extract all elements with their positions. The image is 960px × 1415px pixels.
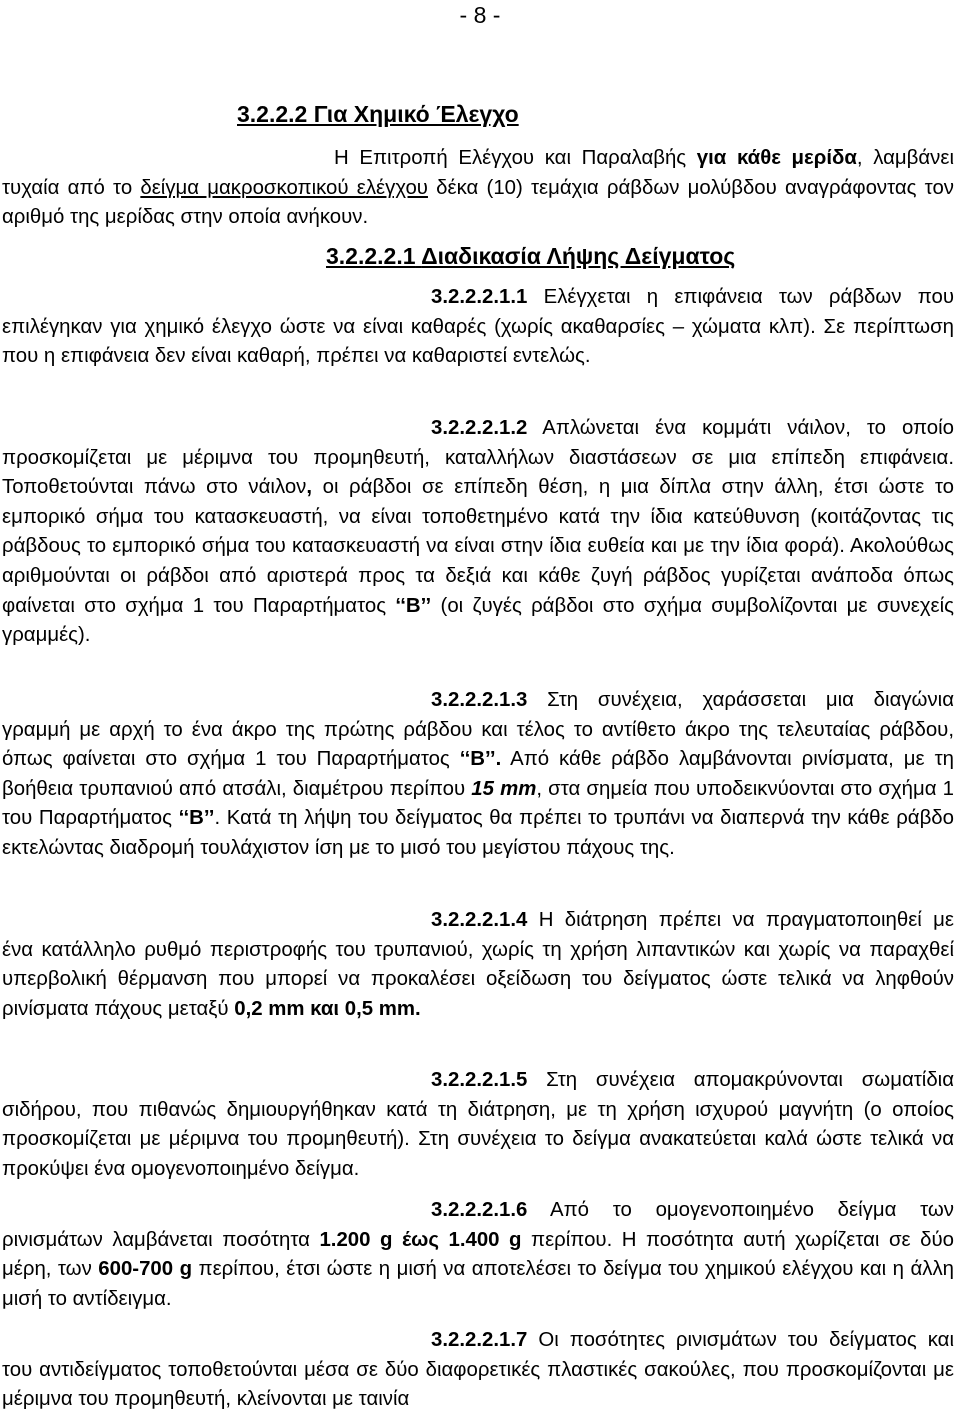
item-text-1: Απλώνεται ένα κομμάτι νάιλον, το οποίο προσκομίζεται με μέριμνα του προμηθευτή, καταλλήλων διαστάσεων σε μια επίπεδη επιφάνεια. Τοποθετούνται πάνω στο νάιλον [2, 417, 954, 499]
annex-reference: ‘‘Β’’. [459, 748, 502, 771]
item-number-last: 5 [516, 1069, 528, 1091]
annex-reference: ‘‘Β’’ [178, 807, 215, 830]
item-text-3: , στα σημεία που υποδεικνύονται στο σχήμα 1 του Παραρτήματος [2, 777, 955, 830]
item-paragraph-2 [2, 414, 954, 651]
intro-paragraph [2, 144, 954, 233]
item-paragraph-3 [2, 686, 954, 864]
item-number: 3.2.2.2.1. [431, 417, 517, 439]
item-number: 3.2.2.2.1. [431, 1069, 517, 1091]
item-text-2: οι ράβδοι σε επίπεδη θέση, η μια δίπλα στην άλλη, έτσι ώστε το εμπορικό σήμα του κατασκευαστή, να είναι τοποθετημένο κατά την ίδια κατεύθυνση (κοιτάζοντας τις ράβδους το εμπορικό σήμα του κατασκευαστή να είναι στην ίδια ευθεία και με την ίδια φορά). Ακολούθως αριθμούνται οι ράβδοι από αριστερά προς τα δεξιά και κάθε ζυγή ράβδος γυρίζεται ανάποδα όπως φαίνεται στο σχήμα 1 του Παραρτήματος [2, 476, 954, 617]
item-number-last: 6 [516, 1199, 528, 1221]
annex-reference: ‘‘Β’’ [395, 594, 432, 617]
item-text-1: Η διάτρηση πρέπει να πραγματοποιηθεί με ένα κατάλληλο ρυθμό περιστροφής του τρυπανιού, χωρίς τη χρήση λιπαντικών και χωρίς να παραχθεί υπερβολική θέρμανση που μπορεί να προκαλέσει οξείδωση του δείγματος ώστε τελικά να ληφθούν ρινίσματα πάχους μεταξύ [2, 909, 954, 1020]
item-text: Ελέγχεται η επιφάνεια των ράβδων που επιλέγηκαν για χημικό έλεγχο ώστε να είναι καθαρές (χωρίς ακαθαρσίες – χώματα κλπ). Σε περίπτωση που η επιφάνεια δεν είναι καθαρή, πρέπει να καθαριστεί εντελώς. [2, 286, 954, 368]
item-text-2: περίπου. Η ποσότητα αυτή χωρίζεται σε δύο μέρη, των [2, 1228, 954, 1281]
item-paragraph-7 [2, 1326, 954, 1415]
item-text: Οι ποσότητες ρινισμάτων του δείγματος και του αντιδείγματος τοποθετούνται μέσα σε δύο διαφορετικές πλαστικές σακούλες, που προσκομίζονται με μέριμνα του προμηθευτή, κλείνονται με ταινία [2, 1329, 954, 1411]
subsection-heading [326, 243, 735, 270]
item-number: 3.2.2.2.1. [431, 1199, 517, 1221]
item-text-2: Από κάθε ράβδο λαμβάνονται ρινίσματα, με τη βοήθεια τρυπανιού από ατσάλι, διαμέτρου περίπου [2, 748, 954, 800]
item-paragraph-6 [2, 1196, 954, 1314]
item-number: 3.2.2.2.1. [431, 286, 517, 308]
item-number-last: 3 [516, 689, 528, 711]
item-number: 3.2.2.2.1. [431, 1329, 517, 1351]
intro-text-1: Η Επιτροπή Ελέγχου και Παραλαβής [334, 147, 697, 169]
item-text-3: (οι ζυγές ράβδοι στο σχήμα συμβολίζονται με συνεχείς γραμμές). [2, 594, 954, 647]
subsection-title: Διαδικασία Λήψης Δείγματος [421, 243, 736, 269]
item-number: 3.2.2.2.1. [431, 909, 517, 931]
subsection-number: 3.2.2.2.1 [326, 243, 416, 269]
item-number-last: 1 [516, 286, 528, 308]
item-text: Στη συνέχεια απομακρύνονται σωματίδια σιδήρου, που πιθανώς δημιουργήθηκαν κατά τη διάτρηση, με τη χρήση ισχυρού μαγνήτη (ο οποίος προσκομίζεται με μέριμνα του προμηθευτή). Στη συνέχεια το δείγμα ανακατεύεται καλά ώστε τελικά να προκύψει ένα ομογενοποιημένο δείγμα. [2, 1069, 954, 1180]
item-paragraph-4 [2, 906, 954, 1024]
part-quantity: 600-700 g [98, 1258, 193, 1281]
item-number-last: 7 [516, 1329, 528, 1351]
item-paragraph-1 [2, 283, 954, 372]
item-number-last: 4 [516, 909, 528, 931]
item-text-3: περίπου, έτσι ώστε η μισή να αποτελέσει το δείγμα του χημικού ελέγχου και η άλλη μισή το αντίδειγμα. [2, 1258, 954, 1310]
item-bold-comma: , [306, 476, 313, 499]
item-text-4: . Κατά τη λήψη του δείγματος θα πρέπει το τρυπάνι να διαπερνά την κάθε ράβδο εκτελώντας διαδρομή τουλάχιστον ίση με το μισό του μεγίστου πάχους της. [2, 807, 955, 859]
sample-quantity: 1.200 g έως 1.400 g [319, 1228, 522, 1251]
item-text-1: Από το ομογενοποιημένο δείγμα των ρινισμάτων λαμβάνεται ποσότητα [2, 1199, 954, 1251]
intro-bold-lot: για κάθε μερίδα [696, 147, 857, 169]
thickness-range: 0,2 mm και 0,5 mm. [234, 997, 421, 1020]
item-text-1: Στη συνέχεια, χαράσσεται μια διαγώνια γραμμή με αρχή το ένα άκρο της πρώτης ράβδου και τέλος το αντίθετο άκρο της τελευταίας ράβδου, όπως φαίνεται στο σχήμα 1 του Παραρτήματος [2, 689, 954, 771]
item-paragraph-5 [2, 1066, 954, 1184]
drill-diameter: 15 mm [471, 777, 537, 800]
item-number-last: 2 [516, 417, 528, 439]
intro-text-3: δέκα (10) τεμάχια ράβδων μολύβδου αναγράφοντας τον αριθμό της μερίδας στην οποία ανήκουν. [2, 176, 954, 229]
page-number: - 8 - [459, 2, 501, 28]
item-number: 3.2.2.2.1. [431, 689, 517, 711]
intro-text-2: , λαμβάνει τυχαία από το [2, 147, 954, 199]
intro-underlined-sample: δείγμα μακροσκοπικού ελέγχου [140, 176, 428, 199]
section-heading: 3.2.2.2 Για Χημικό Έλεγχο [237, 101, 519, 127]
